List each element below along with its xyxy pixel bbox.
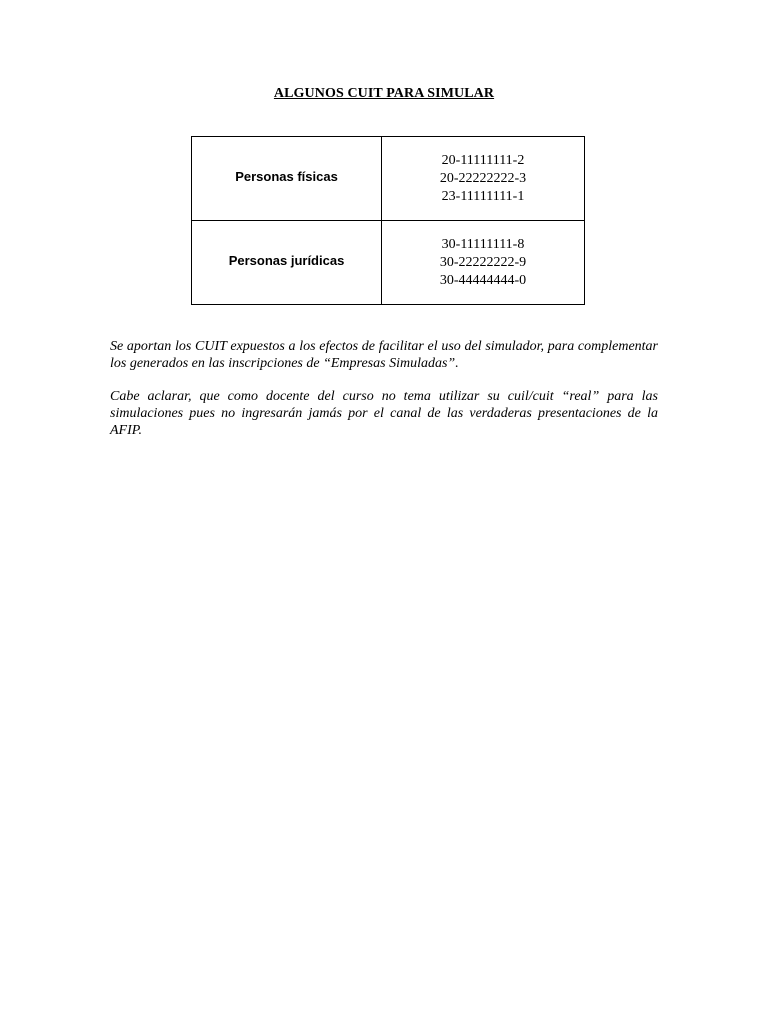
row-label-personas-fisicas: Personas físicas: [235, 169, 338, 184]
cuit-value: 30-22222222-9: [439, 254, 527, 270]
row-values-cell: [382, 221, 585, 305]
cuit-table: [191, 136, 585, 305]
page-title: ALGUNOS CUIT PARA SIMULAR: [273, 86, 495, 101]
paragraph-intro: Se aportan los CUIT expuestos a los efectos de facilitar el uso del simulador, para complementar los generados en las inscripciones de “Empresas Simuladas”.: [110, 339, 658, 371]
cuit-value: 20-22222222-3: [439, 170, 527, 186]
table-row: [192, 221, 585, 305]
row-label-cell: [192, 137, 382, 221]
row-values-cell: [382, 137, 585, 221]
cuit-value: 23-11111111-1: [441, 188, 525, 204]
paragraph-note: Cabe aclarar, que como docente del curso no tema utilizar su cuil/cuit “real” para las simulaciones pues no ingresarán jamás por el canal de las verdaderas presentaciones de la AFIP.: [110, 389, 658, 438]
row-label-cell: [192, 221, 382, 305]
row-label-personas-juridicas: Personas jurídicas: [228, 253, 345, 268]
cuit-value: 30-11111111-8: [441, 236, 525, 252]
cuit-value: 30-44444444-0: [439, 272, 527, 288]
table-row: [192, 137, 585, 221]
cuit-value: 20-11111111-2: [441, 152, 525, 168]
